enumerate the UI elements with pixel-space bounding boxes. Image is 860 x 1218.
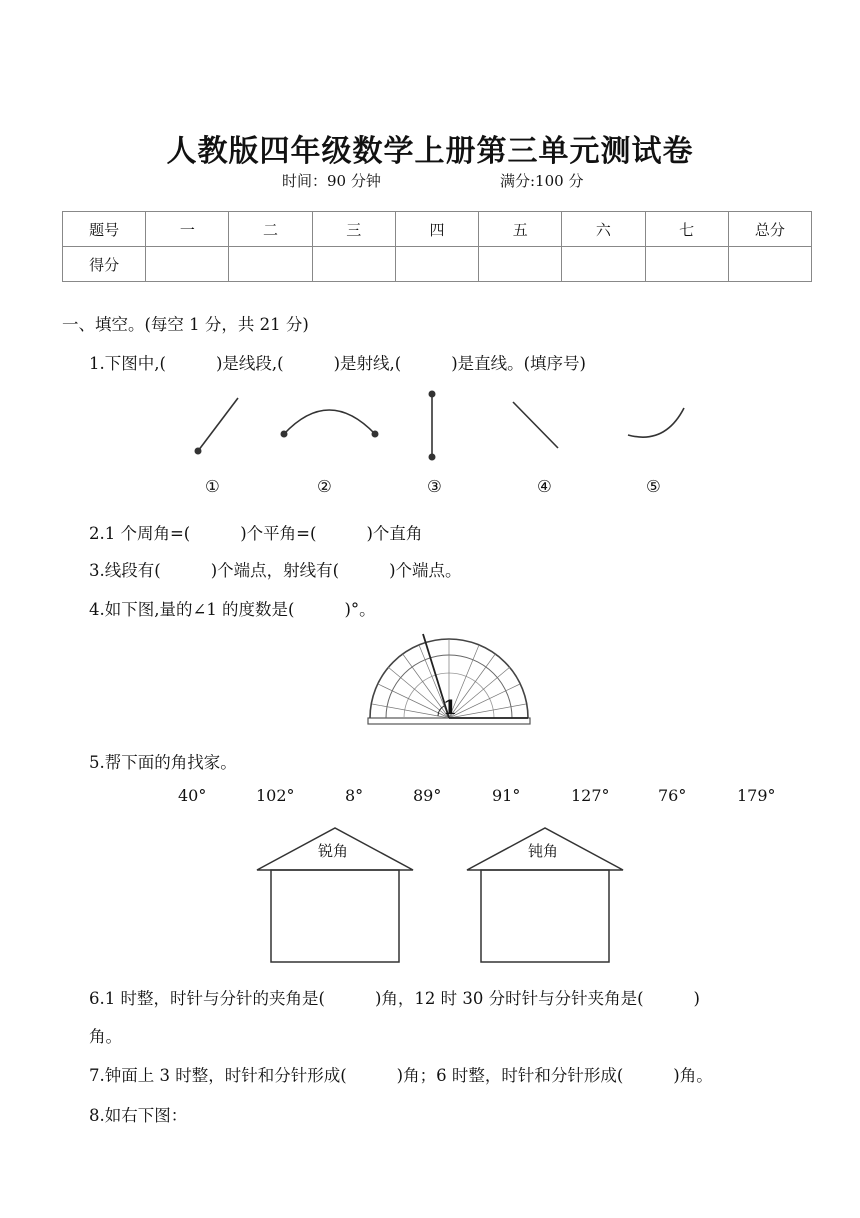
figure-4-line (513, 402, 558, 448)
q7-text-b: )角；6 时整，时针和分针形成( (396, 1066, 624, 1085)
angle-value[interactable]: 102° (256, 786, 295, 805)
q4-text-a: 4.如下图,量的∠1 的度数是( (89, 600, 295, 619)
q1-text-c: )是射线,( (333, 354, 402, 373)
q6-text-b: )角，12 时 30 分时针与分针夹角是( (374, 989, 644, 1008)
obtuse-house-label: 钝角 (528, 842, 559, 860)
angle-value[interactable]: 89° (413, 786, 442, 805)
q1-text-d: )是直线。(填序号) (451, 354, 586, 373)
angle-1-label: 1 (443, 695, 457, 719)
score-header-cell: 总分 (728, 212, 811, 247)
score-header-cell: 三 (312, 212, 395, 247)
score-header-cell: 题号 (63, 212, 146, 247)
angle-value[interactable]: 179° (737, 786, 776, 805)
score-header-cell: 四 (395, 212, 478, 247)
angle-value[interactable]: 76° (658, 786, 687, 805)
question-5: 5.帮下面的角找家。 (89, 753, 237, 772)
q6-text-c: ) (693, 989, 700, 1008)
q3-text-a: 3.线段有( (89, 561, 161, 580)
q1-text-a: 1.下图中,( (89, 354, 166, 373)
score-header-cell: 六 (562, 212, 645, 247)
angle-value[interactable]: 40° (178, 786, 207, 805)
score-header-cell: 一 (146, 212, 229, 247)
q2-text-a: 2.1 个周角=( (89, 524, 191, 543)
page-title: 人教版四年级数学上册第三单元测试卷 (166, 134, 694, 169)
question-6 (89, 985, 700, 1009)
acute-house-label: 锐角 (318, 842, 349, 860)
angle-value[interactable]: 8° (345, 786, 364, 805)
figure-5-curve (628, 408, 684, 437)
full-marks-label: 满分:100 分 (500, 172, 584, 190)
score-header-cell: 七 (645, 212, 728, 247)
figure-2-arc-segment (281, 410, 379, 438)
figure-label: ③ (427, 477, 442, 496)
question-8: 8.如右下图： (89, 1106, 188, 1125)
q2-text-c: )个直角 (366, 524, 423, 543)
angle-value[interactable]: 91° (492, 786, 521, 805)
score-header-cell: 五 (479, 212, 562, 247)
angle-value[interactable]: 127° (571, 786, 610, 805)
question-2 (89, 520, 422, 544)
q7-text-c: )角。 (673, 1066, 713, 1085)
question-3 (89, 557, 462, 581)
figure-1-ray (195, 398, 239, 455)
question-4 (89, 596, 376, 620)
q3-text-c: )个端点。 (389, 561, 462, 580)
q1-text-b: )是线段,( (215, 354, 284, 373)
question-6-continuation: 角。 (89, 1027, 122, 1046)
q6-text-a: 6.1 时整，时针与分针的夹角是( (89, 989, 325, 1008)
q2-text-b: )个平角=( (240, 524, 317, 543)
q3-text-b: )个端点，射线有( (210, 561, 340, 580)
question-7 (89, 1062, 713, 1086)
time-label: 时间：90 分钟 (282, 172, 381, 190)
score-header-cell: 二 (229, 212, 312, 247)
figure-label: ④ (537, 477, 552, 496)
figure-label: ⑤ (646, 477, 661, 496)
section1-heading: 一、填空。(每空 1 分，共 21 分) (62, 315, 309, 334)
figure-label: ① (205, 477, 220, 496)
figure-3-segment (429, 391, 436, 461)
score-row-label: 得分 (63, 247, 146, 282)
q7-text-a: 7.钟面上 3 时整，时针和分针形成( (89, 1066, 347, 1085)
q4-text-b: )°。 (344, 600, 376, 619)
figure-label: ② (317, 477, 332, 496)
